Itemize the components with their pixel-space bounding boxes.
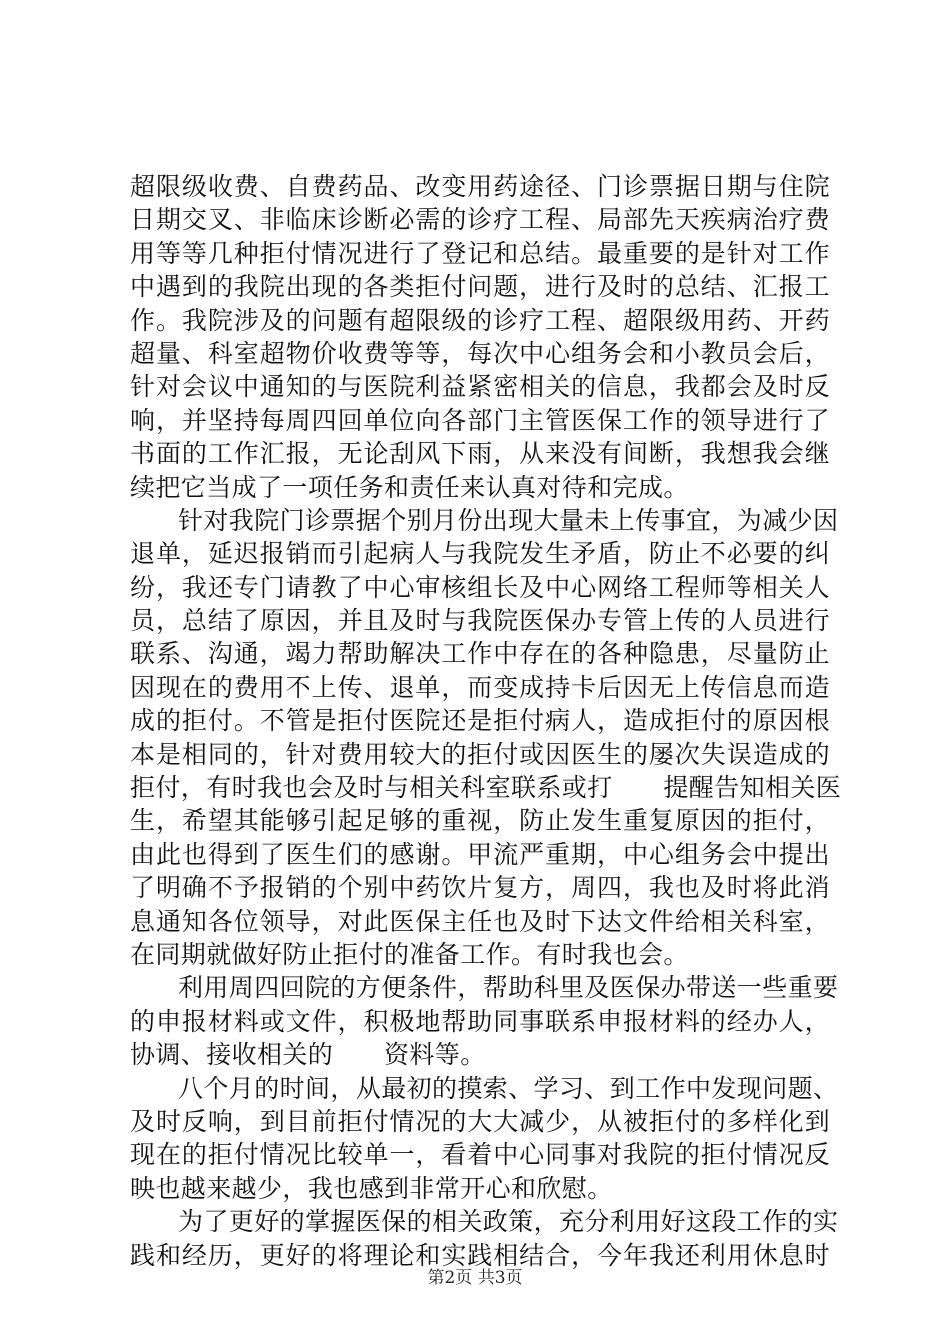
text-line: 退单，延迟报销而引起病人与我院发生矛盾，防止不必要的纠 — [130, 539, 830, 569]
text-line: 的申报材料或文件，积极地帮助同事联系申报材料的经办人， — [130, 1006, 830, 1036]
text-line: 息通知各位领导，对此医保主任也及时下达文件给相关科室， — [130, 906, 830, 936]
text-line: 映也越来越少，我也感到非常开心和欣慰。 — [130, 1173, 613, 1203]
body-text — [130, 170, 842, 1272]
text-line: 针对我院门诊票据个别月份出现大量未上传事宜，为减少因 — [178, 505, 839, 535]
text-line: 八个月的时间，从最初的摸索、学习、到工作中发现问题、 — [178, 1073, 839, 1103]
text-line: 践和经历，更好的将理论和实践相结合，今年我还利用休息时 — [130, 1240, 830, 1270]
text-line: 成的拒付。不管是拒付医院还是拒付病人，造成拒付的原因根 — [130, 706, 830, 736]
text-line: 响，并坚持每周四回单位向各部门主管医保工作的领导进行了 — [130, 405, 830, 435]
text-line: 联系、沟通，竭力帮助解决工作中存在的各种隐患，尽量防止 — [130, 639, 830, 669]
text-line: 由此也得到了医生们的感谢。甲流严重期，中心组务会中提出 — [130, 839, 830, 869]
text-line: 日期交叉、非临床诊断必需的诊疗工程、局部先天疾病治疗费 — [130, 205, 830, 235]
text-line: 在同期就做好防止拒付的准备工作。有时我也会。 — [130, 939, 689, 969]
text-line: 现在的拒付情况比较单一，看着中心同事对我院的拒付情况反 — [130, 1140, 830, 1170]
text-line: 协调、接收相关的 资料等。 — [130, 1040, 486, 1070]
text-line: 为了更好的掌握医保的相关政策，充分利用好这段工作的实 — [178, 1207, 839, 1237]
text-line: 生，希望其能够引起足够的重视，防止发生重复原因的拒付， — [130, 806, 830, 836]
text-line: 利用周四回院的方便条件，帮助科里及医保办带送一些重要 — [178, 973, 839, 1003]
text-line: 书面的工作汇报，无论刮风下雨，从来没有间断，我想我会继 — [130, 439, 830, 469]
text-line: 针对会议中通知的与医院利益紧密相关的信息，我都会及时反 — [130, 372, 830, 402]
text-line: 超量、科室超物价收费等等，每次中心组务会和小教员会后， — [130, 338, 830, 368]
text-line: 及时反响，到目前拒付情况的大大减少，从被拒付的多样化到 — [130, 1106, 830, 1136]
text-line: 因现在的费用不上传、退单，而变成持卡后因无上传信息而造 — [130, 672, 830, 702]
text-line: 员，总结了原因，并且及时与我院医保办专管上传的人员进行 — [130, 606, 830, 636]
text-line: 续把它当成了一项任务和责任来认真对待和完成。 — [130, 472, 689, 502]
text-line: 了明确不予报销的个别中药饮片复方，周四，我也及时将此消 — [130, 873, 830, 903]
text-line: 用等等几种拒付情况进行了登记和总结。最重要的是针对工作 — [130, 238, 830, 268]
text-line: 超限级收费、自费药品、改变用药途径、门诊票据日期与住院 — [130, 172, 830, 201]
text-line: 中遇到的我院出现的各类拒付问题，进行及时的总结、汇报工 — [130, 272, 830, 302]
text-line: 作。我院涉及的问题有超限级的诊疗工程、超限级用药、开药 — [130, 305, 830, 335]
text-line: 纷，我还专门请教了中心审核组长及中心网络工程师等相关人 — [130, 572, 830, 602]
page-footer: 第2页 共3页 — [427, 1268, 523, 1288]
text-line: 拒付，有时我也会及时与相关科室联系或打 提醒告知相关医 — [130, 773, 842, 803]
text-line: 本是相同的，针对费用较大的拒付或因医生的屡次失误造成的 — [130, 739, 830, 769]
